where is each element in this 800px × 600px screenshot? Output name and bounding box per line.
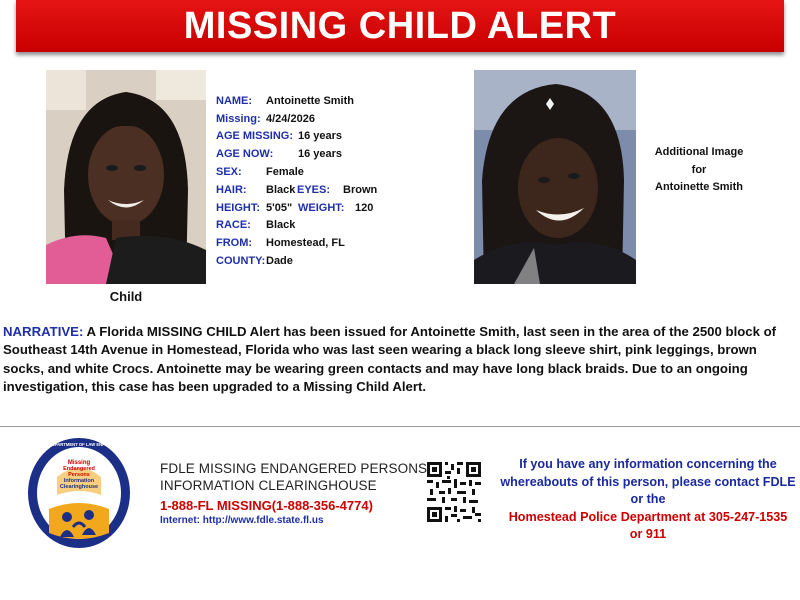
field-age-missing xyxy=(216,128,377,146)
police-phone[interactable]: Homestead Police Department at 305-247-1535 xyxy=(508,509,788,524)
qr-code[interactable] xyxy=(427,462,481,522)
field-value: Homestead, FL xyxy=(266,237,345,250)
child-photo xyxy=(46,70,206,284)
field-label: Missing: xyxy=(216,112,261,125)
caption-line: for xyxy=(691,163,707,176)
field-age-now xyxy=(216,145,377,163)
footer-divider xyxy=(0,426,800,427)
field-value: 4/24/2026 xyxy=(266,112,315,125)
seal-text: Endangered xyxy=(63,466,95,472)
field-label: HEIGHT: xyxy=(216,201,260,214)
hotline-phone[interactable]: 1-888-FL MISSING(1-888-356-4774) xyxy=(160,498,373,513)
field-label: RACE: xyxy=(216,219,251,232)
website-link[interactable]: Internet: http://www.fdle.state.fl.us xyxy=(160,515,324,526)
field-sex xyxy=(216,163,377,181)
contact-line: or the xyxy=(630,492,666,507)
contact-info xyxy=(496,456,800,544)
narrative-label: NARRATIVE: xyxy=(3,324,84,339)
field-value: 5'05" xyxy=(266,201,293,214)
field-label: FROM: xyxy=(216,237,253,250)
field-label: COUNTY: xyxy=(216,255,266,268)
child-details xyxy=(216,92,377,270)
field-label: EYES: xyxy=(297,183,331,196)
field-label: SEX: xyxy=(216,166,242,179)
seal-ring-text: FLORIDA DEPARTMENT OF LAW ENFORCEMENT xyxy=(29,442,129,447)
field-county xyxy=(216,252,377,270)
field-from xyxy=(216,234,377,252)
emergency-number[interactable]: or 911 xyxy=(629,527,667,542)
caption-line: Additional Image xyxy=(654,146,744,158)
alert-title: MISSING CHILD ALERT xyxy=(183,4,617,47)
field-label: HAIR: xyxy=(216,183,247,196)
contact-line: whereabouts of this person, please contact FDLE xyxy=(500,474,796,489)
field-missing xyxy=(216,110,377,128)
alert-banner xyxy=(16,0,784,52)
seal-text: Persons xyxy=(68,472,90,478)
field-value: Female xyxy=(266,166,304,179)
caption-line: Antoinette Smith xyxy=(655,181,743,193)
field-label: WEIGHT: xyxy=(298,201,345,214)
field-value: 120 xyxy=(355,201,374,214)
seal-text: Clearinghouse xyxy=(59,484,99,490)
agency-name-line1: FDLE MISSING ENDANGERED PERSONS xyxy=(160,461,428,476)
agency-info xyxy=(160,460,427,526)
additional-photo-caption xyxy=(640,144,758,197)
field-height-weight xyxy=(216,199,377,217)
field-value: 16 years xyxy=(298,130,343,143)
field-value: Brown xyxy=(343,183,378,196)
field-value: Black xyxy=(266,183,296,196)
field-hair-eyes xyxy=(216,181,377,199)
field-value: Black xyxy=(266,219,296,232)
additional-photo xyxy=(474,70,636,284)
field-label: NAME: xyxy=(216,94,253,107)
agency-name-line2: INFORMATION CLEARINGHOUSE xyxy=(160,478,377,493)
field-label: AGE NOW: xyxy=(216,148,274,161)
narrative xyxy=(3,323,798,396)
field-value: Antoinette Smith xyxy=(266,94,354,107)
seal-text: Information xyxy=(63,478,95,484)
clearinghouse-seal-logo xyxy=(27,437,131,549)
field-value: 16 years xyxy=(298,148,343,161)
child-photo-caption: Child xyxy=(109,289,143,304)
narrative-text: A Florida MISSING CHILD Alert has been issued for Antoinette Smith, last seen in the area of the 2500 block of Southeast 14th Avenue in Homestead, Florida who was last seen wearing a black long sleeve shirt, pink leggings, brown socks, and white Crocs. Antoinette may be wearing green contacts and may have long black braids. Due to an ongoing investigation, this case has been upgraded to a Missing Child Alert. xyxy=(3,324,777,394)
seal-text: Missing xyxy=(67,460,91,466)
field-race xyxy=(216,217,377,235)
field-label: AGE MISSING: xyxy=(216,130,294,143)
field-value: Dade xyxy=(266,255,293,268)
field-name xyxy=(216,92,377,110)
contact-line: If you have any information concerning the xyxy=(519,457,777,471)
